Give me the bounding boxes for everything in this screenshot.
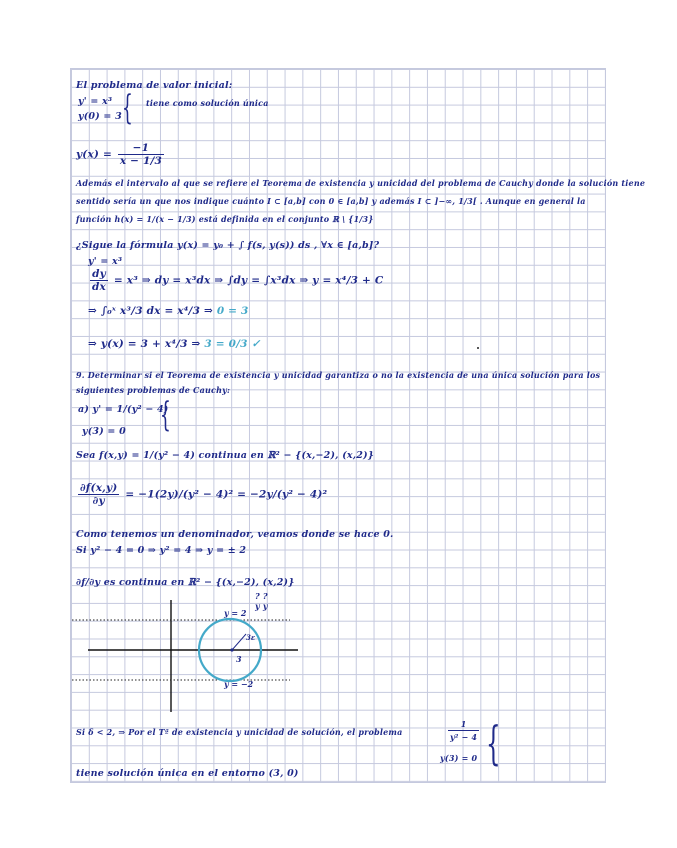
label-y-2: y = 2: [224, 608, 247, 618]
ex9a-initial: y(3) = 0: [82, 426, 126, 437]
conclusion-initial: y(3) = 0: [440, 753, 478, 763]
ex9-title: 9. Determinar si el Teorema de existencia y unicidad garantiza o no la existencia de una única solución para los: [76, 370, 601, 380]
solution-fraction: [118, 142, 164, 167]
paragraph-line-3: función h(x) = 1/(x − 1/3) está definida en el conjunto ℝ \ {1/3}: [76, 214, 374, 224]
paragraph-line-2: sentido sería un que nos indique cuánto I ⊂ [a,b] con 0 ∈ [a,b] y además I ⊂ ]−∞, 1/3[ . Aunque en general la: [76, 196, 586, 206]
ex9-title-2: siguientes problemas de Cauchy:: [76, 385, 231, 395]
conclusion-frac: [448, 718, 479, 743]
ex9-roots: Si y² − 4 = 0 ⇒ y² = 4 ⇒ y = ± 2: [76, 545, 247, 556]
dy-dx-fraction: [90, 268, 108, 293]
check-result: [88, 338, 261, 350]
solution-lhs: y(x) =: [76, 148, 112, 161]
dy-num: dy: [90, 268, 108, 281]
conclusion-frac-den: y² − 4: [450, 732, 478, 742]
ex9-derivative: [76, 482, 327, 507]
conclusion-frac-num: 1: [448, 718, 479, 731]
ivp-equation: y' = x³: [78, 96, 113, 107]
solution-num: −1: [118, 142, 164, 155]
ex9-marks-1: ? ?: [255, 591, 268, 601]
grid-paper: [70, 68, 606, 783]
ex9-continuity: Sea f(x,y) = 1/(y² − 4) continua en ℝ² − {(x,−2), (x,2)}: [76, 450, 375, 461]
ex9a-brace: {: [160, 395, 171, 435]
partial-num: ∂f(x,y): [80, 482, 118, 494]
label-y-minus-2: y = −2: [224, 679, 254, 689]
dx-den: dx: [92, 281, 107, 293]
check-separation: [88, 268, 383, 293]
label-radius: 3ε: [246, 633, 256, 642]
result-check-cyan: 3 = 0/3 ✓: [204, 338, 261, 350]
conclusion-fraction: [446, 718, 481, 743]
ivp-brace: {: [122, 88, 133, 128]
stray-dot: [477, 347, 479, 349]
integral-text: ⇒ ∫₀ˣ x³/3 dx = x⁴/3 ⇒: [88, 305, 213, 317]
result-text: ⇒ y(x) = 3 + x⁴/3 ⇒: [88, 338, 201, 350]
check-integral: [88, 305, 249, 317]
check-ode: y' = x³: [88, 256, 123, 267]
derivative-text: = −1(2y)/(y² − 4)² = −2y/(y² − 4)²: [125, 488, 328, 501]
partial-fraction: [78, 482, 119, 507]
solution-formula: [76, 142, 166, 167]
conclusion-line-1: Si δ < 2, ⇒ Por el Tª de existencia y unicidad de solución, el problema: [76, 727, 403, 737]
ivp-initial: y(0) = 3: [78, 111, 122, 122]
formula-question: ¿Sigue la fórmula y(x) = y₀ + ∫ f(s, y(s)) ds , ∀x ∈ [a,b]?: [76, 240, 380, 251]
conclusion-brace: {: [486, 716, 501, 770]
intro-note: tiene como solución única: [146, 98, 269, 108]
conclusion-line-2: tiene solución única en el entorno (3, 0): [76, 768, 299, 779]
ex9a-equation: a) y' = 1/(y² − 4): [78, 404, 169, 415]
intro-text: El problema de valor inicial:: [76, 80, 233, 91]
ex9-marks-2: y y: [255, 601, 268, 611]
paragraph-line-1: Además el intervalo al que se refiere el Teorema de existencia y unicidad del problema de Cauchy donde la solución tiene: [76, 178, 646, 188]
separation-text: = x³ ⇒ dy = x³dx ⇒ ∫dy = ∫x³dx ⇒ y = x⁴/3 + C: [113, 274, 384, 287]
partial-den: ∂y: [92, 495, 105, 507]
solution-den: x − 1/3: [119, 155, 163, 167]
integral-result-cyan: 0 = 3: [216, 305, 249, 317]
ex9-partial-continuity: ∂f/∂y es continua en ℝ² − {(x,−2), (x,2)}: [76, 577, 295, 588]
ex9-denominator-note: Como tenemos un denominador, veamos donde se hace 0.: [76, 529, 394, 540]
label-point: 3: [236, 654, 242, 664]
